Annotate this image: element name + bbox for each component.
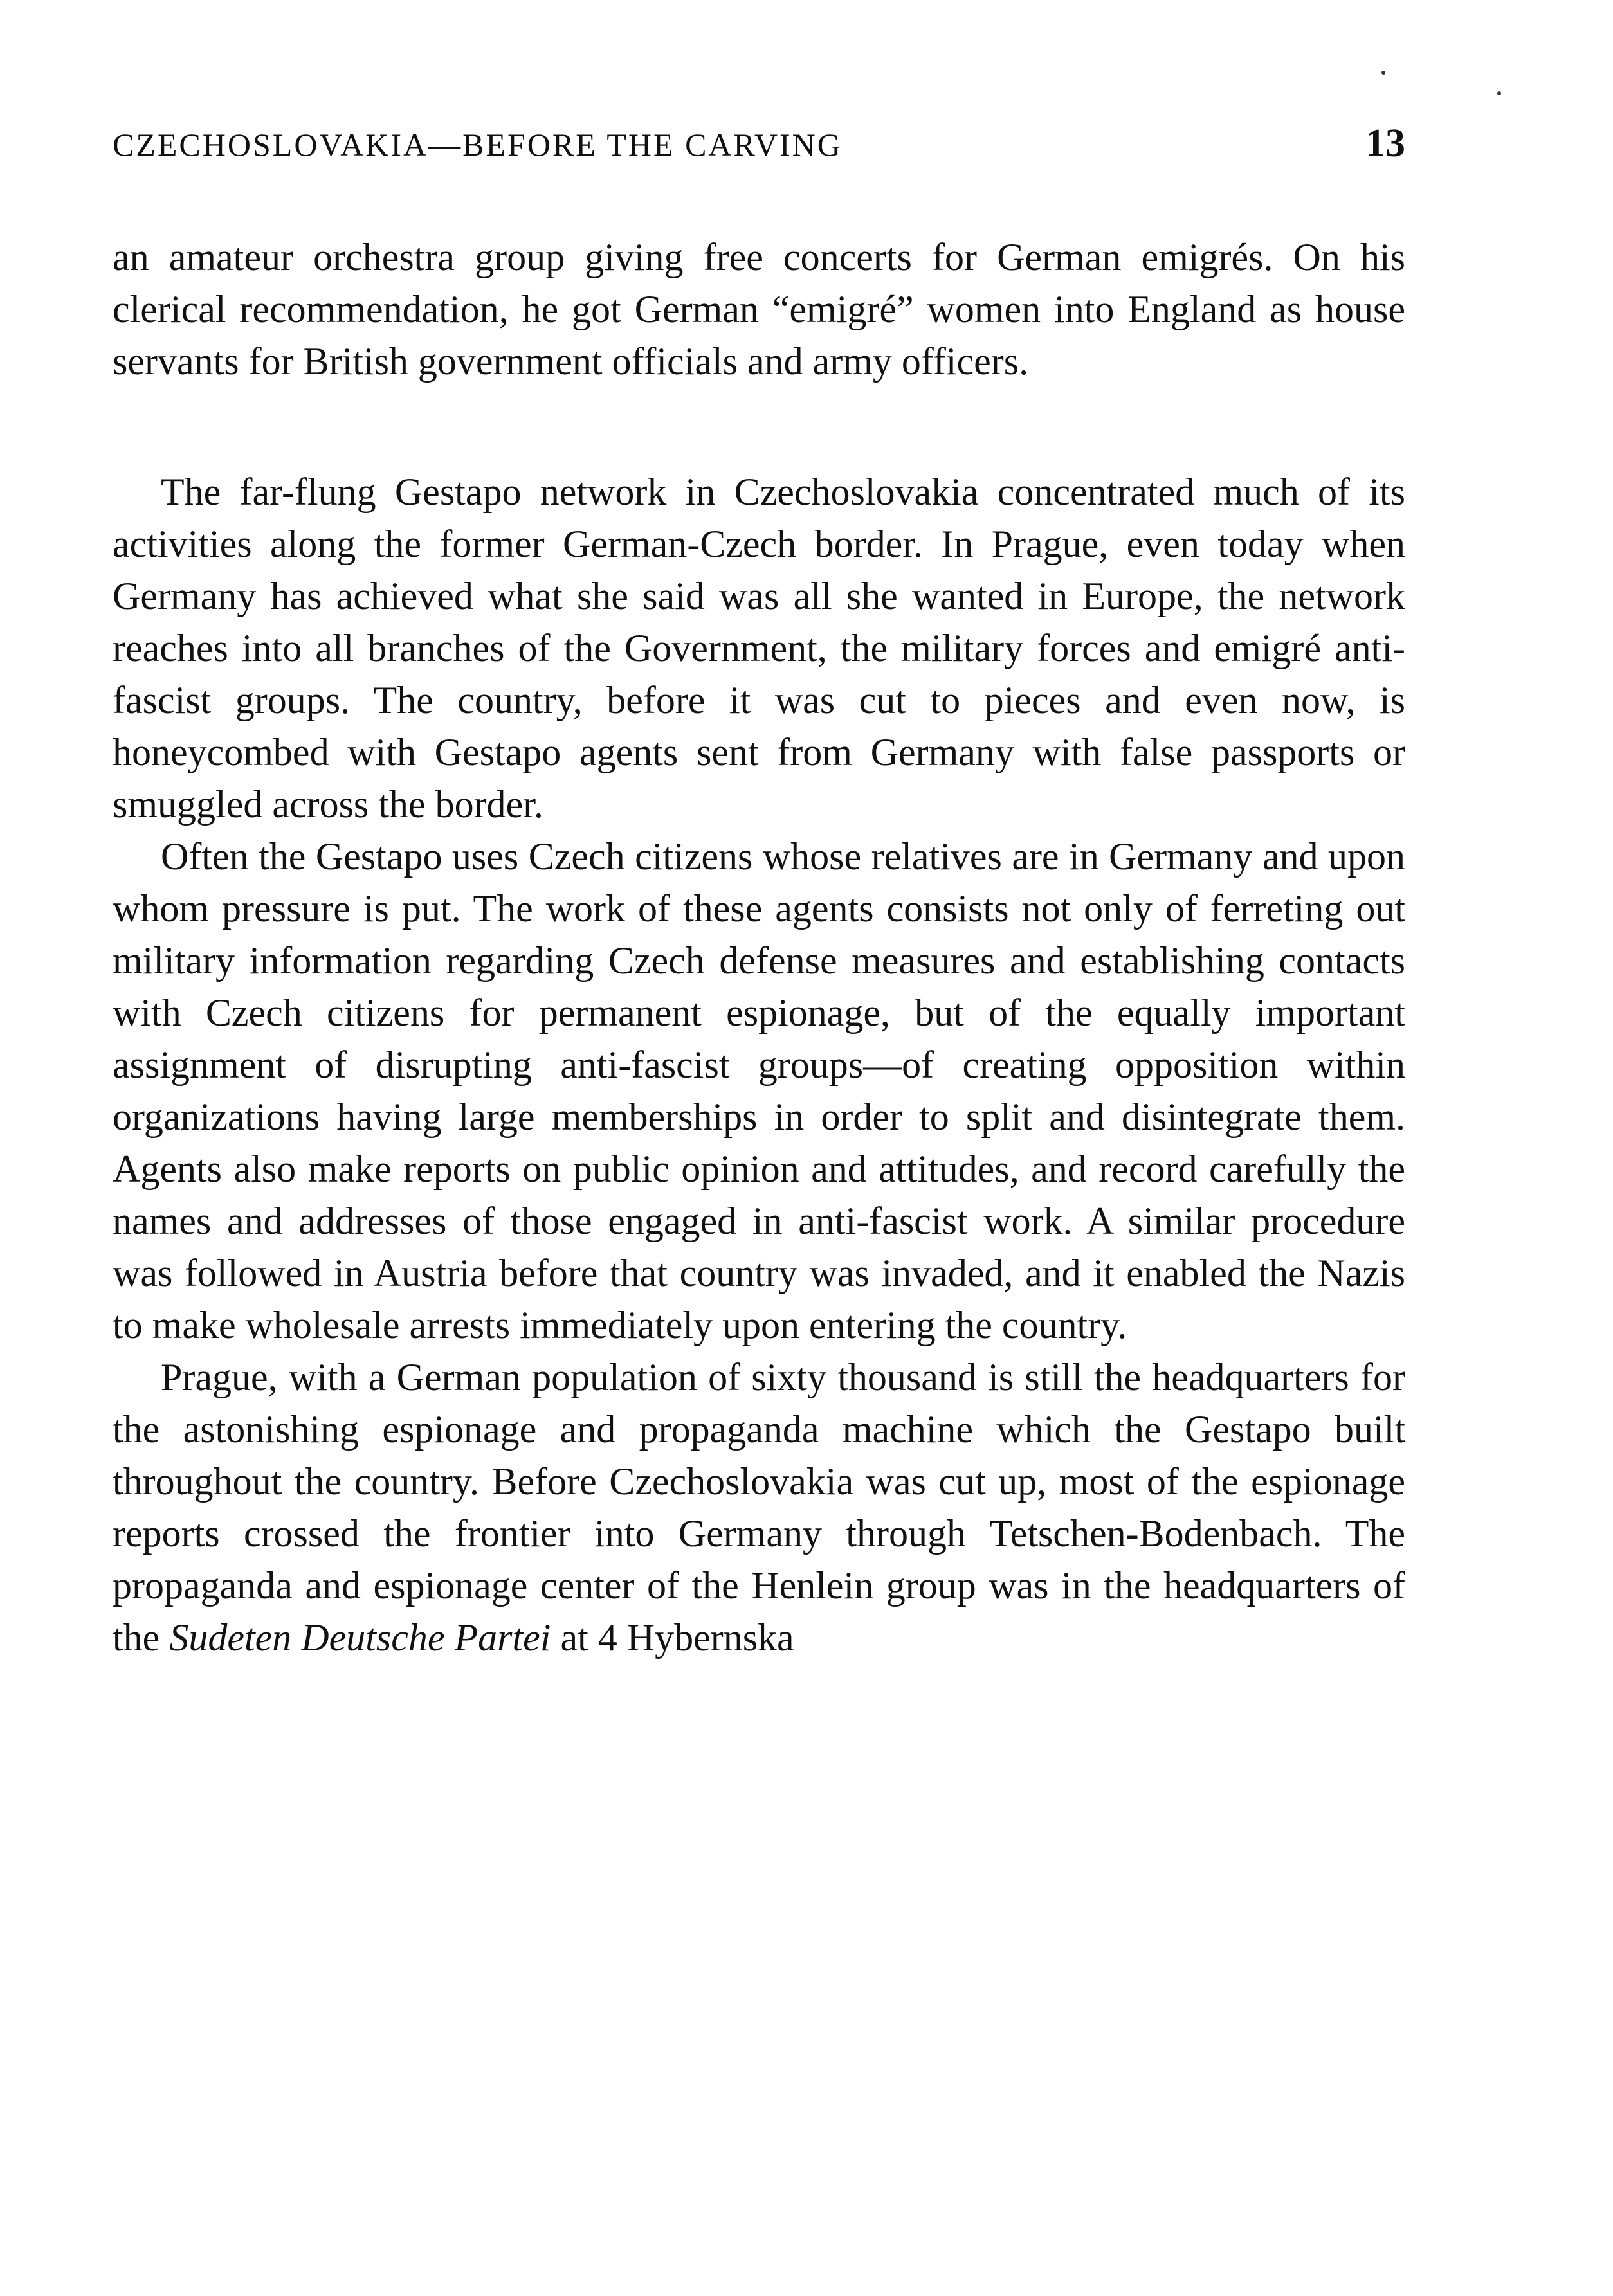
party-name-italic: Sudeten Deutsche Partei <box>169 1616 551 1659</box>
running-head: CZECHOSLOVAKIA—BEFORE THE CARVING <box>113 127 843 163</box>
print-speck <box>1497 91 1501 95</box>
paragraph-prague-ending: at 4 Hybernska <box>551 1616 794 1659</box>
print-speck <box>1381 71 1385 75</box>
paragraph-continued: an amateur orchestra group giving free concerts for German emigrés. On his clerical recommendation, he got German “emigré” women into England as house servants for British government officials and army officers. <box>113 236 1405 383</box>
paragraph-prague-text: Prague, with a German population of sixty thousand is still the headquarters for the astonishing espionage and propaganda machine which the Gestapo built throughout the country. Before Czechoslovakia was cut up, most of the espionage reports crossed the frontier into Germany through Tetschen-Bodenbach. The propaganda and espionage center of the Henlein group was in the headquarters of the <box>113 1356 1405 1659</box>
page-number: 13 <box>1365 122 1405 165</box>
paragraph-czech-citizens: Often the Gestapo uses Czech citizens whose relatives are in Germany and upon whom pressure is put. The work of these agents consists not only of ferreting out military information regarding Czech defense measures and establishing contacts with Czech citizens for permanent espionage, but of the equally important assignment of disrupting anti-fascist groups—of creating opposition within organizations having large memberships in order to split and disintegrate them. Agents also make reports on public opinion and attitudes, and record carefully the names and addresses of those engaged in anti-fascist work. A similar procedure was followed in Austria before that country was invaded, and it enabled the Nazis to make wholesale arrests immediately upon entering the country. <box>113 835 1405 1346</box>
paragraph-gestapo-network: The far-flung Gestapo network in Czechoslovakia concentrated much of its activities along the former German-Czech border. In Prague, even today when Germany has achieved what she said was all she wanted in Europe, the network reaches into all branches of the Government, the military forces and emigré anti-fascist groups. The country, before it was cut to pieces and even now, is honeycombed with Gestapo agents sent from Germany with false passports or smuggled across the border. <box>113 471 1405 826</box>
body-text <box>113 231 1405 1664</box>
paragraph-prague <box>113 1351 1405 1664</box>
